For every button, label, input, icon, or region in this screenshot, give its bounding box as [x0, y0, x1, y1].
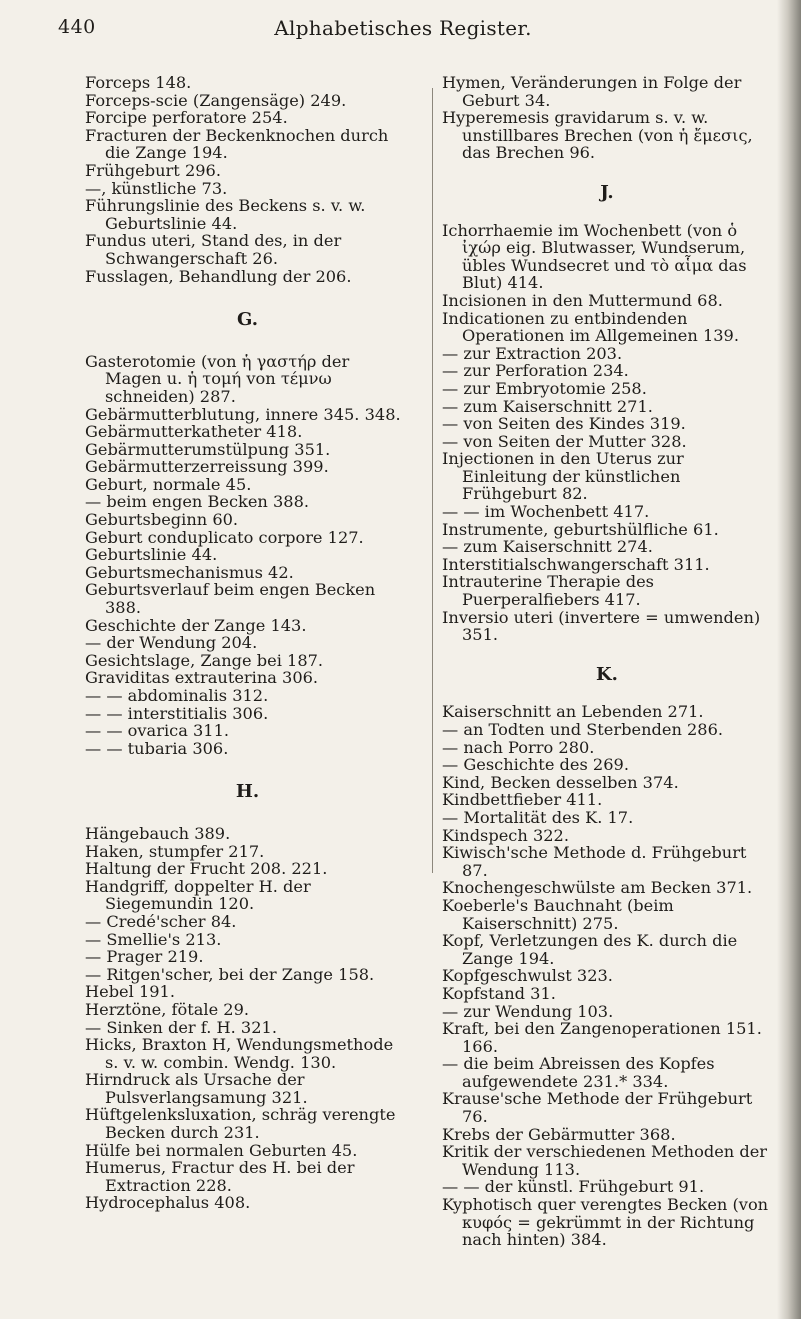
index-entry: Kopfstand 31.	[442, 983, 556, 1003]
index-entry: — — ovarica 311.	[85, 721, 230, 741]
index-entry: Forceps 148.	[85, 73, 192, 92]
index-entry: Indicationen zu entbindenden Operationen im Allgemeinen 139.	[442, 308, 739, 346]
right-column	[442, 74, 772, 1249]
index-entry: Haltung der Frucht 208. 221.	[85, 859, 328, 879]
running-head: Alphabetisches Register.	[274, 16, 532, 40]
index-entry: Inversio uteri (invertere = umwenden) 351.	[442, 607, 761, 645]
index-entry: Ichorrhaemie im Wochenbett (von ὁ ἰχώρ eig. Blutwasser, Wundserum, übles Wundsecret und τὸ αἷμα das Blut) 414.	[442, 220, 747, 293]
index-entry: Forceps-scie (Zangensäge) 249.	[85, 90, 347, 110]
index-entry: — zur Perforation 234.	[442, 361, 629, 381]
index-entry: — — im Wochenbett 417.	[442, 502, 650, 522]
index-entry: — Credé'scher 84.	[85, 911, 237, 931]
index-entry: Gebärmutterzerreissung 399.	[85, 457, 329, 477]
index-entry: — — tubaria 306.	[85, 738, 229, 758]
page-number: 440	[58, 16, 96, 38]
index-entry: Gasterotomie (von ἡ γαστήρ der Magen u. ἡ τομή von τέμνω schneiden) 287.	[85, 351, 350, 406]
index-entry: — Prager 219.	[85, 947, 204, 967]
index-entry: Humerus, Fractur des H. bei der Extraction 228.	[85, 1158, 355, 1195]
index-entry: — Sinken der f. H. 321.	[85, 1017, 277, 1037]
index-entry: —, künstliche 73.	[85, 178, 228, 198]
left-column	[85, 74, 410, 1212]
index-entry: Handgriff, doppelter H. der Siegemundin 120.	[85, 876, 311, 914]
index-entry: Frühgeburt 296.	[85, 160, 221, 180]
index-entry: Kindspech 322.	[442, 825, 569, 845]
index-entry: — Mortalität des K. 17.	[442, 807, 634, 827]
page-header	[58, 16, 748, 52]
index-entry: — beim engen Becken 388.	[85, 492, 310, 512]
index-entry: Kopf, Verletzungen des K. durch die Zange 194.	[442, 931, 738, 968]
index-entry: — zur Wendung 103.	[442, 1001, 614, 1021]
index-entry: Kindbettfieber 411.	[442, 790, 603, 810]
index-entry: Hicks, Braxton H, Wendungsmethode s. v. w. combin. Wendg. 130.	[85, 1035, 394, 1072]
index-entry: Kraft, bei den Zangenoperationen 151. 166.	[442, 1019, 762, 1056]
index-entry: Geburtslinie 44.	[85, 545, 218, 565]
index-entry: Instrumente, geburtshülfliche 61.	[442, 519, 719, 539]
index-entry: — zur Extraction 203.	[442, 343, 623, 363]
index-entry: — an Todten und Sterbenden 286.	[442, 720, 724, 739]
index-entry: Hebel 191.	[85, 982, 176, 1002]
section-heading: G.	[237, 309, 258, 331]
index-entry: Hängebauch 389.	[85, 823, 231, 843]
index-entry: Intrauterine Therapie des Puerperalfiebers 417.	[442, 572, 654, 610]
index-entry: Kyphotisch quer verengtes Becken (von κυφός = gekrümmt in der Richtung nach hinten) 384.	[442, 1195, 769, 1250]
page-edge-shadow	[777, 0, 801, 1319]
index-entry: Kind, Becken desselben 374.	[442, 772, 679, 792]
index-entry: Geschichte der Zange 143.	[85, 615, 307, 635]
index-entry: — nach Porro 280.	[442, 737, 595, 757]
index-entry: Koeberle's Bauchnaht (beim Kaiserschnitt) 275.	[442, 895, 674, 933]
index-entry: — — interstitialis 306.	[85, 703, 269, 723]
index-entry: Interstitialschwangerschaft 311.	[442, 554, 710, 574]
index-entry: — von Seiten der Mutter 328.	[442, 431, 687, 451]
index-entry: Hüftgelenksluxation, schräg verengte Becken durch 231.	[85, 1105, 396, 1143]
index-entry: Geburt, normale 45.	[85, 474, 252, 494]
index-entry: Hyperemesis gravidarum s. v. w. unstillbares Brechen (von ἡ ἔμεσις, das Brechen 96.	[442, 108, 753, 163]
index-entry: — Ritgen'scher, bei der Zange 158.	[85, 964, 375, 984]
index-entry: — der Wendung 204.	[85, 633, 258, 653]
index-entry: Kritik der verschiedenen Methoden der Wendung 113.	[442, 1142, 768, 1179]
index-entry: Fracturen der Beckenknochen durch die Zange 194.	[85, 125, 389, 163]
index-entry: — zum Kaiserschnitt 274.	[442, 537, 653, 557]
index-entry: Hülfe bei normalen Geburten 45.	[85, 1140, 358, 1160]
index-entry: Führungslinie des Beckens s. v. w. Geburtslinie 44.	[85, 196, 366, 233]
index-entry: Gebärmutterblutung, innere 345. 348.	[85, 404, 401, 424]
index-entry: Forcipe perforatore 254.	[85, 108, 288, 128]
index-entry: — Geschichte des 269.	[442, 755, 629, 775]
index-entry: Gebärmutterumstülpung 351.	[85, 439, 331, 459]
index-entry: — die beim Abreissen des Kopfes aufgewendete 231.* 334.	[442, 1054, 715, 1091]
index-entry: Gesichtslage, Zange bei 187.	[85, 650, 324, 670]
index-entry: Hirndruck als Ursache der Pulsverlangsamung 321.	[85, 1070, 308, 1107]
index-entry: Geburtsbeginn 60.	[85, 510, 239, 530]
index-entry: Kaiserschnitt an Lebenden 271.	[442, 702, 704, 722]
column-divider	[432, 88, 433, 873]
index-entry: Geburt conduplicato corpore 127.	[85, 527, 364, 547]
index-entry: Kiwisch'sche Methode d. Frühgeburt 87.	[442, 843, 747, 880]
index-entry: Geburtsverlauf beim engen Becken 388.	[85, 580, 376, 618]
index-entry: — — der künstl. Frühgeburt 91.	[442, 1177, 705, 1197]
section-heading: J.	[600, 181, 614, 203]
index-entry: Hymen, Veränderungen in Folge der Geburt 34.	[442, 73, 742, 110]
section-heading: H.	[235, 781, 260, 803]
index-entry: Kopfgeschwulst 323.	[442, 966, 613, 986]
index-entry: Krebs der Gebärmutter 368.	[442, 1124, 676, 1144]
index-entry: — zum Kaiserschnitt 271.	[442, 396, 653, 416]
section-heading: K.	[596, 663, 618, 685]
index-entry: Herztöne, fötale 29.	[85, 999, 250, 1019]
index-entry: Fundus uteri, Stand des, in der Schwangerschaft 26.	[85, 231, 342, 268]
index-entry: Krause'sche Methode der Frühgeburt 76.	[442, 1089, 753, 1127]
index-entry: Geburtsmechanismus 42.	[85, 562, 294, 582]
index-entry: — zur Embryotomie 258.	[442, 378, 647, 398]
index-entry: Graviditas extrauterina 306.	[85, 668, 319, 688]
index-entry: Fusslagen, Behandlung der 206.	[85, 266, 352, 286]
index-entry: Injectionen in den Uterus zur Einleitung der künstlichen Frühgeburt 82.	[442, 449, 684, 504]
index-entry: — von Seiten des Kindes 319.	[442, 414, 686, 434]
index-entry: Incisionen in den Muttermund 68.	[442, 290, 723, 310]
index-entry: Gebärmutterkatheter 418.	[85, 422, 303, 442]
index-entry: — Smellie's 213.	[85, 929, 222, 949]
index-entry: — — abdominalis 312.	[85, 686, 269, 705]
index-entry: Haken, stumpfer 217.	[85, 841, 265, 861]
index-entry: Hydrocephalus 408.	[85, 1193, 251, 1213]
index-entry: Knochengeschwülste am Becken 371.	[442, 878, 753, 898]
